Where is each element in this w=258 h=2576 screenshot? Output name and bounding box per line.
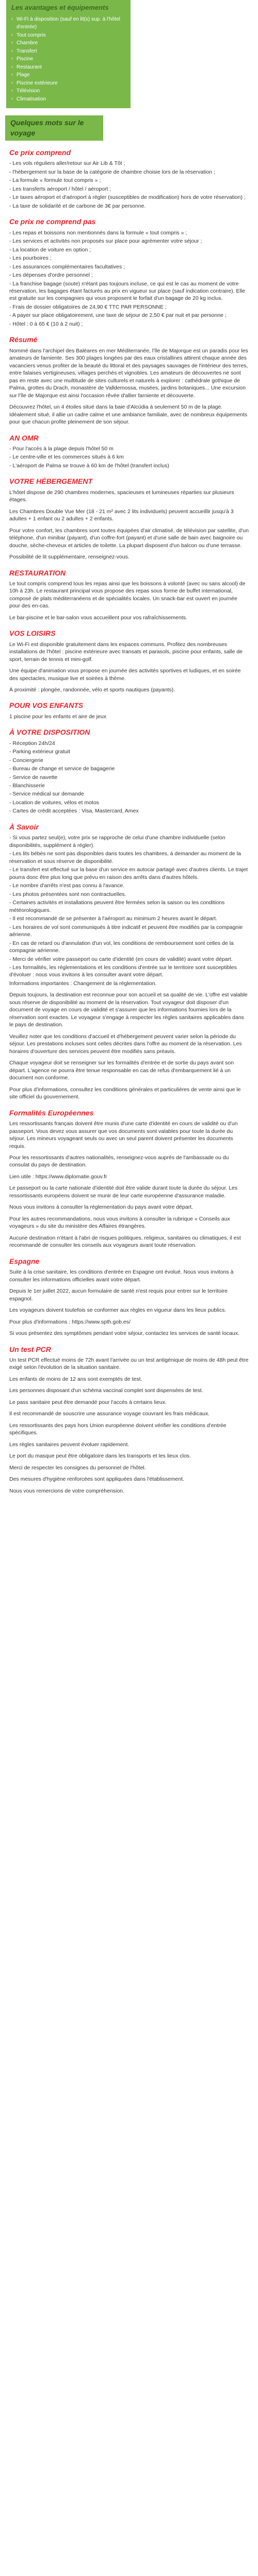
section-paragraph: Découvrez l'hôtel, un 4 étoiles situé dans la baie d'Alcúdia à seulement 50 m de la plage. Idéalement situé, il allie un cadre calme et une ambiance familiale, avec de nombreux équipements pour que chacun profite pleinement de son séjour. — [9, 404, 248, 426]
bullet-icon: › — [11, 88, 13, 93]
section-paragraph: Depuis toujours, la destination est reconnue pour son accueil et sa qualité de vie. L'offre est valable sous réserve de disponibilité au moment de la réservation. Tout voyageur doit disposer d'un document de voyage en cours de validité et s'assurer que les informations fournies lors de la réservation sont exactes. Le voyageur s'engage à respecter les règles sanitaires applicables dans le pays de destination. — [9, 992, 248, 1028]
section-paragraph: Pour plus d'informations : https://www.spth.gob.es/ — [9, 1318, 131, 1325]
section-title: À VOTRE DISPOSITION — [9, 728, 90, 737]
section-paragraph: Les enfants de moins de 12 ans sont exemptés de test. — [9, 1376, 142, 1382]
advantage-item: › Télévision — [11, 88, 40, 94]
section-paragraph: - Les horaires de vol sont communiqués à titre indicatif et peuvent être modifiés par la compagnie aérienne. — [9, 924, 243, 938]
section-paragraph: Une équipe d'animation vous propose en journée des activités sportives et ludiques, et en soirée des spectacles, musique live et soirées à thème. — [9, 668, 241, 682]
section-title: VOS LOISIRS — [9, 629, 56, 638]
section-paragraph: Le tout compris comprend tous les repas ainsi que les boissons à volonté (avec ou sans alcool) de 10h à 23h. Le restaurant principal vous propose des repas sous forme de buffet international, composé de plats méditerranéens et de spécialités locales. Un snack-bar est ouvert en journée pour des en-cas. — [9, 580, 246, 609]
advantage-item: › Wi-Fi à disposition (sauf en lit(s) sup. à l'hôtel d'entrée) — [11, 15, 120, 30]
section-paragraph: - Hôtel : 0 à 65 € (10 à 2 nuit) ; — [9, 320, 83, 327]
section-paragraph: Nous vous remercions de votre compréhension. — [9, 1487, 124, 1494]
section-paragraph: Suite à la crise sanitaire, les conditions d'entrée en Espagne ont évolué. Nous vous invitons à consulter les informations officielles avant votre départ. — [9, 1269, 234, 1283]
section-paragraph: Les Chambres Double Vue Mer (18 - 21 m² avec 2 lits individuels) peuvent accueillir jusqu'à 3 adultes + 1 enfant ou 2 adultes + 2 enfants. — [9, 508, 234, 522]
section-paragraph: Les ressortissants français doivent être munis d'une carte d'identité en cours de validité ou d'un passeport. Vous devez vous assurer que vos documents sont valables pour toute la durée du séjour. Les mineurs voyageant seuls ou avec un seul parent doivent présenter les documents requis. — [9, 1121, 238, 1149]
bullet-icon: › — [11, 63, 13, 69]
section-title: Un test PCR — [9, 1345, 51, 1353]
section-paragraph: - Les photos présentées sont non contractuelles. — [9, 891, 126, 897]
bullet-icon: › — [11, 79, 13, 85]
section-paragraph: - Le centre-ville et les commerces situés à 6 km — [9, 454, 124, 461]
section-paragraph: Informations importantes : Changement de la réglementation. — [9, 980, 157, 987]
section-title: POUR VOS ENFANTS — [9, 701, 84, 710]
advantage-item: › Piscine extérieure — [11, 79, 58, 86]
trip-section-title: Quelques mots sur le voyage — [10, 118, 84, 137]
section-paragraph: - Les assurances complémentaires facultatives ; — [9, 263, 125, 270]
section-title: Ce prix comprend — [9, 148, 71, 157]
section-5 — [9, 568, 249, 622]
bullet-icon: › — [11, 47, 13, 53]
section-paragraph: - Si vous partez seul(e), votre prix se rapproche de celui d'une chambre individuelle (selon disponibilités, supplément à régler). — [9, 835, 225, 849]
section-paragraph: Les personnes disposant d'un schéma vaccinal complet sont dispensées de test. — [9, 1387, 203, 1394]
section-paragraph: - Certaines activités et installations peuvent être fermées selon la saison ou les conditions météorologiques. — [9, 900, 225, 913]
section-paragraph: Merci de respecter les consignes du personnel de l'hôtel. — [9, 1464, 146, 1471]
section-paragraph: Il est recommandé de souscrire une assurance voyage couvrant les frais médicaux. — [9, 1411, 210, 1417]
trip-content — [0, 148, 258, 1519]
section-paragraph: Nommé dans l'archipel des Baléares en mer Méditerranée, l'île de Majorque est un paradis pour les amateurs de farniente. Ses 300 plages longées par des eaux cristallines attirent chaque année des vacanciers venus profiter de la beauté du littoral et des paysages sauvages de l'intérieur des terres, entre falaises vertigineuses, villages perchés et vignobles. Les amateurs de découvertes ne sont pas en reste avec une multitude de sites culturels et naturels à explorer : cathédrale gothique de Palma, grottes du Drach, monastère de Valldemossa, musées, jardins botaniques... Une excursion sur l'île de Majorque est ainsi l'occasion rêvée d'allier farniente et découverte. — [9, 347, 248, 399]
section-paragraph: Veuillez noter que les conditions d'accueil et d'hébergement peuvent varier selon la période du séjour. Les prestations incluses sont celles décrites dans l'offre au moment de la réservation. Les horaires d'ouverture des services peuvent être modifiés sans préavis. — [9, 1033, 242, 1055]
section-paragraph: - Bureau de change et service de bagagerie — [9, 766, 115, 772]
section-paragraph: - La formule « formule tout compris » ; — [9, 177, 101, 184]
section-paragraph: Pour les autres recommandations, nous vous invitons à consulter la rubrique « Conseils aux voyageurs » du site du ministère des Affaires étrangères. — [9, 1215, 230, 1230]
section-paragraph: Pour plus d'informations, consultez les conditions générales et particulières de vente ainsi que le site officiel du gouvernement. — [9, 1086, 241, 1100]
section-13 — [9, 1422, 249, 1495]
section-title: AN OMR — [9, 433, 39, 442]
section-paragraph: - A payer sur place obligatoirement, une taxe de séjour de 2,50 € par nuit et par personne ; — [9, 312, 227, 319]
section-12 — [9, 1345, 249, 1418]
section-paragraph: - Blanchisserie — [9, 783, 45, 789]
section-title: Formalités Européennes — [9, 1108, 94, 1117]
section-paragraph: - Pour l'accès à la plage depuis l'hôtel 50 m — [9, 445, 114, 452]
bullet-icon: › — [11, 95, 13, 101]
section-4 — [9, 477, 249, 561]
advantages-title: Les avantages et équipements — [11, 4, 109, 11]
section-paragraph: - Parking extérieur gratuit — [9, 749, 70, 755]
advantages-list — [11, 15, 125, 104]
section-title: RESTAURATION — [9, 568, 66, 577]
advantage-item: › Transfert — [11, 47, 37, 54]
section-paragraph: - L'aéroport de Palma se trouve à 60 km de l'hôtel (transfert inclus) — [9, 462, 169, 469]
section-paragraph: - Réception 24h/24 — [9, 740, 55, 747]
section-paragraph: Chaque voyageur doit se renseigner sur les formalités d'entrée et de sortie du pays avant son départ. L'agence ne pourra être tenue responsable en cas de refus d'embarquement lié à un document non conforme. — [9, 1060, 234, 1081]
section-paragraph: L'hôtel dispose de 290 chambres modernes, spacieuses et lumineuses réparties sur plusieurs étages. — [9, 489, 234, 503]
section-7 — [9, 701, 249, 720]
section-title: À Savoir — [9, 822, 39, 831]
section-paragraph: - Cartes de crédit acceptées : Visa, Mastercard, Amex — [9, 808, 139, 815]
section-paragraph: Si vous présentez des symptômes pendant votre séjour, contactez les services de santé locaux. — [9, 1330, 239, 1337]
section-paragraph: Le bar-piscine et le bar-salon vous accueillent pour vos rafraîchissements. — [9, 614, 187, 621]
section-paragraph: Le passeport ou la carte nationale d'identité doit être valide durant toute la durée du séjour. Les ressortissants européens doivent se munir de leur carte européenne d'assurance maladie. — [9, 1185, 238, 1199]
section-title: Ce prix ne comprend pas — [9, 217, 96, 226]
section-paragraph: - Les repas et boissons non mentionnés dans la formule « tout compris » ; — [9, 229, 187, 236]
section-paragraph: - Le taxes aéroport et d'aéroport à régler (susceptibles de modification) hors de votre réservation) ; — [9, 194, 246, 201]
section-paragraph: Le pass sanitaire peut être demandé pour l'accès à certains lieux. — [9, 1399, 167, 1405]
advantages-box — [6, 0, 131, 108]
section-paragraph: - Le transfert est effectué sur la base d'un service en autocar partagé avec d'autres clients. Le trajet pourra donc être plus long que prévu en raison des arrêts dans d'autres hôtels. — [9, 867, 248, 880]
section-paragraph: - Les vols réguliers aller/retour sur Air Lib & Tôt ; — [9, 160, 125, 167]
section-paragraph: - Merci de vérifier votre passeport ou carte d'identité (en cours de validité) avant votre départ. — [9, 956, 233, 962]
section-paragraph: Le Wi-Fi est disponible gratuitement dans les espaces communs. Profitez des nombreuses installations de l'hôtel : piscine extérieure avec transats et parasols, piscine pour enfants, salle de sport, terrain de tennis et mini-golf. — [9, 641, 243, 663]
section-paragraph: 1 piscine pour les enfants et aire de jeux — [9, 713, 106, 720]
section-9 — [9, 822, 249, 1101]
section-1 — [9, 217, 249, 328]
section-paragraph: Les voyageurs doivent toutefois se conformer aux règles en vigueur dans les lieux publics. — [9, 1307, 227, 1314]
section-paragraph: - Il est recommandé de se présenter à l'aéroport au minimum 2 heures avant le départ. — [9, 916, 217, 922]
advantage-item: › Chambre — [11, 40, 38, 46]
advantage-item: › Tout compris — [11, 31, 46, 38]
section-paragraph: Nous vous invitons à consulter la réglementation du pays avant votre départ. — [9, 1204, 194, 1211]
section-paragraph: Des mesures d'hygiène renforcées sont appliquées dans l'établissement. — [9, 1476, 185, 1483]
section-paragraph: - Frais de dossier obligatoires de 24,90 € TTC PAR PERSONNE ; — [9, 303, 167, 310]
bullet-icon: › — [11, 40, 13, 45]
advantage-item: › Piscine — [11, 56, 34, 62]
section-paragraph: - Les formalités, les réglementations et les conditions d'entrée sur le territoire sont susceptibles d'évoluer : nous vous invitons à les consulter avant votre départ. — [9, 964, 237, 978]
section-paragraph: - Location de voitures, vélos et motos — [9, 799, 99, 806]
advantage-item: › Plage — [11, 72, 30, 78]
section-paragraph: - Les lits bébés ne sont pas disponibles dans toutes les chambres, à demander au moment de la réservation et sous réserve de disponibilité. — [9, 851, 241, 865]
advantage-item: › Climatisation — [11, 95, 46, 102]
section-2 — [9, 335, 249, 426]
section-paragraph: - La location de voiture en option ; — [9, 246, 91, 253]
section-paragraph: - Les pourboires ; — [9, 255, 52, 262]
bullet-icon: › — [11, 72, 13, 77]
section-paragraph: - l'hébergement sur la base de la catégorie de chambre choisie lors de la réservation ; — [9, 168, 215, 175]
section-title: Espagne — [9, 1257, 40, 1265]
section-paragraph: - En cas de retard ou d'annulation d'un vol, les conditions de remboursement sont celles de la compagnie aérienne. — [9, 940, 234, 954]
section-paragraph: - Les services et activités non proposés sur place pour agrémenter votre séjour ; — [9, 238, 202, 245]
section-paragraph: Le port du masque peut être obligatoire dans les transports et les lieux clos. — [9, 1453, 191, 1460]
section-paragraph: - La franchise bagage (soute) n'étant pas toujours incluse, ce qui est le cas au moment de votre réservation, les bagages étant facturés au prix en vigueur sur place (sauf indication contraire). Elle est gratuite sur les compagnies qui vous proposent le forfait d'un bagage de 20 kg inclus. — [9, 280, 245, 302]
bullet-icon: › — [11, 31, 13, 37]
section-paragraph: Possibilité de lit supplémentaire, renseignez-vous. — [9, 554, 130, 561]
section-title: Résumé — [9, 335, 38, 344]
advantage-item: › Restaurant — [11, 63, 42, 70]
section-8 — [9, 727, 249, 815]
section-paragraph: Pour votre confort, les chambres sont toutes équipées d'air climatisé, de télévision par satellite, d'un téléphone, d'un minibar (payant), d'un coffre-fort (payant) et d'une salle de bain avec baignoire ou douche, sèche-cheveux et articles de toilette. La plupart disposent d'un balcon ou d'une terrasse. — [9, 527, 249, 549]
section-title: VOTRE HÉBERGEMENT — [9, 477, 93, 486]
section-paragraph: À proximité : plongée, randonnée, vélo et sports nautiques (payants). — [9, 686, 175, 693]
section-paragraph: - Le nombre d'arrêts n'est pas connu à l'avance. — [9, 883, 125, 889]
section-paragraph: - Les dépenses d'ordre personnel ; — [9, 272, 93, 279]
section-paragraph: Pour les ressortissants d'autres nationalités, renseignez-vous auprès de l'ambassade ou du consulat du pays de destination. — [9, 1155, 229, 1168]
section-paragraph: - La taxe de solidarité et de carbone de 3€ par personne. — [9, 202, 146, 209]
section-0 — [9, 148, 249, 210]
section-paragraph: Lien utile : https://www.diplomatie.gouv.fr — [9, 1173, 107, 1180]
section-paragraph: Les ressortissants des pays hors Union européenne doivent vérifier les conditions d'entrée spécifiques. — [9, 1422, 227, 1436]
section-paragraph: - Conciergerie — [9, 757, 43, 764]
trip-section-header — [5, 115, 103, 141]
section-paragraph: Aucune destination n'étant à l'abri de risques politiques, religieux, sanitaires ou climatiques, il est recommandé de consulter les conseils aux voyageurs avant toute réservation. — [9, 1234, 241, 1249]
section-paragraph: Les règles sanitaires peuvent évoluer rapidement. — [9, 1441, 130, 1448]
section-paragraph: - Service médical sur demande — [9, 791, 84, 798]
section-paragraph: - Service de navette — [9, 774, 58, 781]
section-10 — [9, 1108, 249, 1249]
bullet-icon: › — [11, 15, 13, 21]
section-11 — [9, 1257, 249, 1337]
section-paragraph: Un test PCR effectué moins de 72h avant l'arrivée ou un test antigénique de moins de 48h peut être exigé selon l'évolution de la situation sanitaire. — [9, 1357, 249, 1371]
section-6 — [9, 629, 249, 693]
section-3 — [9, 433, 249, 470]
bullet-icon: › — [11, 56, 13, 61]
section-paragraph: Depuis le 1er juillet 2022, aucun formulaire de santé n'est requis pour entrer sur le territoire espagnol. — [9, 1288, 228, 1302]
section-paragraph: - Les transferts aéroport / hôtel / aéroport ; — [9, 185, 111, 192]
